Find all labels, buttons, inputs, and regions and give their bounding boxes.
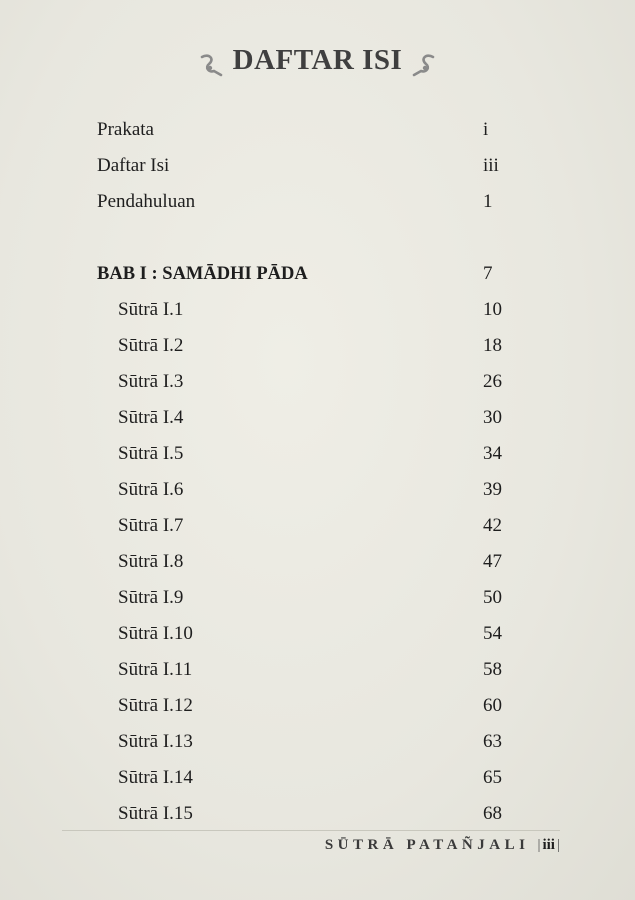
toc-sutra-entry[interactable] [97, 724, 517, 760]
toc-sutra-entry[interactable] [97, 472, 517, 508]
page-title: DAFTAR ISI [232, 44, 403, 76]
toc-sutra-entry[interactable] [97, 292, 517, 328]
ornament-right-icon [410, 51, 436, 77]
toc-entry-page: 18 [483, 335, 502, 356]
page-footer [0, 834, 560, 856]
toc-sutra-entry[interactable] [97, 508, 517, 544]
toc-entry-label: Sūtrā I.10 [118, 623, 193, 644]
toc-sutra-entry[interactable] [97, 652, 517, 688]
toc-sutra-entry[interactable] [97, 544, 517, 580]
toc-entry-label: Sūtrā I.4 [118, 407, 184, 428]
toc-entry-page: iii [483, 155, 499, 176]
toc-entry-label: Sūtrā I.7 [118, 515, 184, 536]
toc-sutra-entry[interactable] [97, 760, 517, 796]
toc-sutra-entry[interactable] [97, 616, 517, 652]
toc-entry-label: Sūtrā I.11 [118, 659, 193, 680]
toc-entry-page: 30 [483, 407, 502, 428]
toc-entry-page: 34 [483, 443, 502, 464]
toc-entry-label: Sūtrā I.5 [118, 443, 184, 464]
toc-entry-page: 39 [483, 479, 502, 500]
toc-entry-prakata[interactable] [97, 112, 517, 148]
toc-sutra-entry[interactable] [97, 796, 517, 832]
toc-entry-label: Sūtrā I.15 [118, 803, 193, 824]
footer-separator-left: | [537, 837, 541, 853]
toc-entry-label: Sūtrā I.1 [118, 299, 184, 320]
toc-entry-page: 58 [483, 659, 502, 680]
toc-sutra-entry[interactable] [97, 328, 517, 364]
toc-entry-label: Pendahuluan [97, 191, 196, 212]
toc-chapter-bab-1[interactable] [97, 256, 517, 292]
footer-divider [62, 830, 560, 831]
toc-entry-label: Sūtrā I.13 [118, 731, 193, 752]
toc-entry-page: 54 [483, 623, 502, 644]
toc-entry-page: 1 [483, 191, 493, 212]
toc-entry-label: Sūtrā I.12 [118, 695, 193, 716]
toc-entry-page: 65 [483, 767, 502, 788]
toc-sutra-entry[interactable] [97, 436, 517, 472]
toc-chapter-label: BAB I : SAMĀDHI PĀDA [97, 264, 308, 284]
toc-sutra-entry[interactable] [97, 364, 517, 400]
toc-spacer [97, 220, 517, 256]
toc-entry-page: i [483, 119, 489, 140]
toc-entry-page: 26 [483, 371, 502, 392]
title-row [0, 44, 635, 77]
footer-separator-right: | [556, 837, 560, 853]
toc-entry-daftar-isi[interactable] [97, 148, 517, 184]
toc-sutra-entry[interactable] [97, 688, 517, 724]
running-title: SŪTRĀ PATAÑJALI [324, 837, 530, 853]
toc-entry-label: Sūtrā I.14 [118, 767, 193, 788]
toc-entry-label: Sūtrā I.8 [118, 551, 184, 572]
toc-entry-pendahuluan[interactable] [97, 184, 517, 220]
toc-sutra-entry[interactable] [97, 580, 517, 616]
table-of-contents [97, 112, 517, 832]
toc-chapter-page: 7 [483, 263, 493, 284]
toc-entry-page: 50 [483, 587, 502, 608]
toc-entry-label: Sūtrā I.2 [118, 335, 184, 356]
toc-sutra-entry[interactable] [97, 400, 517, 436]
toc-entry-label: Sūtrā I.3 [118, 371, 184, 392]
toc-entry-label: Sūtrā I.9 [118, 587, 184, 608]
toc-entry-page: 47 [483, 551, 502, 572]
toc-entry-label: Prakata [97, 119, 154, 140]
toc-entry-page: 68 [483, 803, 502, 824]
toc-entry-page: 42 [483, 515, 502, 536]
toc-entry-label: Sūtrā I.6 [118, 479, 184, 500]
toc-entry-page: 63 [483, 731, 502, 752]
toc-entry-page: 60 [483, 695, 502, 716]
page-number: iii [542, 837, 555, 853]
ornament-left-icon [199, 51, 225, 77]
toc-entry-page: 10 [483, 299, 502, 320]
toc-entry-label: Daftar Isi [97, 155, 170, 176]
